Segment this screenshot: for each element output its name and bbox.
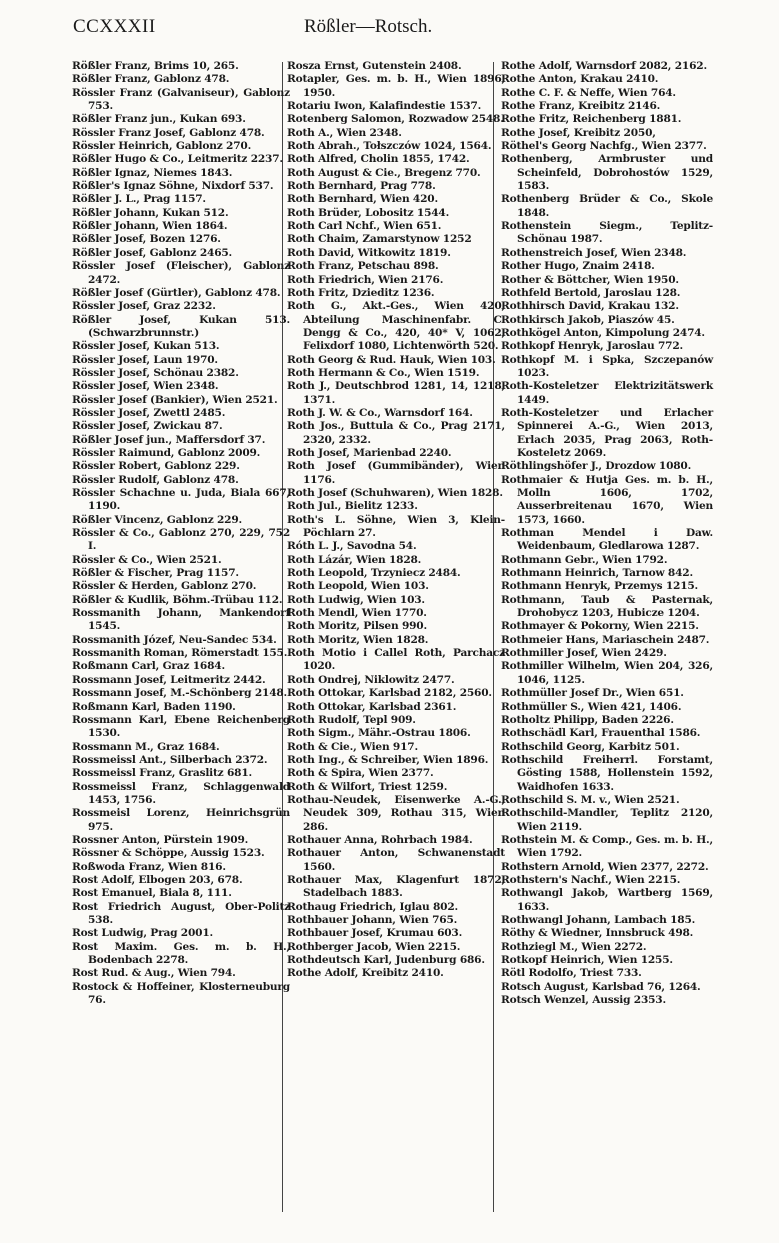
directory-entry: Rost Ludwig, Prag 2001. [72,927,213,940]
directory-entry: Rothmüller Josef Dr., Wien 651. [501,687,684,700]
directory-entry: Rothstern Arnold, Wien 2377, 2272. [501,860,709,873]
directory-entry: Rößler Josef (Gürtler), Gablonz 478. [72,286,281,299]
directory-entry: Roth Abrah., Tołszczów 1024, 1564. [287,140,492,153]
directory-entry: Rössler Josef (Fleischer), Gablonz 2472. [72,260,290,286]
directory-entry: Rössler Josef, Graz 2232. [72,300,216,313]
directory-entry: Rothe Fritz, Reichenberg 1881. [501,113,682,126]
directory-entry: Rothmann, Taub & Pasternak, Drohobycz 1203, Hubicze 1204. [501,593,713,620]
directory-column-1 [72,60,290,1007]
directory-entry: Rössler Raimund, Gablonz 2009. [72,446,261,459]
directory-entry: Rost Friedrich August, Ober-Politz 538. [72,900,290,926]
directory-entry: Roth's L. Söhne, Wien 3, Klein-Pöchlarn 27. [287,513,505,540]
directory-entry: Roth Ing., & Schreiber, Wien 1896. [287,753,489,766]
directory-entry: Rother & Böttcher, Wien 1950. [501,273,679,286]
directory-entry: Rothauer Anton, Schwanenstadt 1560. [287,847,505,873]
directory-entry: Rothmaier & Hutja Ges. m. b. H., Molln 1606, 1702, Ausserbreitenau 1670, Wien 1573, 1660. [501,473,713,526]
directory-entry: Roth Leopold, Trzyniecz 2484. [287,567,461,580]
directory-entry: Rotsch Wenzel, Aussig 2353. [501,994,666,1007]
directory-entry: Roth-Kosteletzer Elektrizitätswerk 1449. [501,380,713,406]
directory-entry: Roth Franz, Petschau 898. [287,260,439,273]
directory-entry: Roth August & Cie., Bregenz 770. [287,166,481,179]
directory-entry: Rothman Mendel i Daw. Weidenbaum, Gledlarowa 1287. [501,527,713,553]
directory-entry: Roth Brüder, Lobositz 1544. [287,206,450,219]
directory-entry: Roth Carl Nchf., Wien 651. [287,220,442,233]
directory-entry: Roth Moritz, Wien 1828. [287,633,429,646]
directory-entry: Roth Hermann & Co., Wien 1519. [287,366,480,379]
directory-entry: Roth David, Witkowitz 1819. [287,246,451,259]
directory-entry: Rost Maxim. Ges. m. b. H., Bodenbach 2278. [72,940,290,967]
directory-entry: Rothschild Freiherrl. Forstamt, Gösting 1588, Hollenstein 1592, Waidhofen 1633. [501,753,713,793]
page-number: CCXXXII [73,16,156,37]
directory-entry: Roth A., Wien 2348. [287,126,402,139]
directory-entry: Roth Lázár, Wien 1828. [287,553,422,566]
directory-entry: Rotholtz Philipp, Baden 2226. [501,713,674,726]
directory-entry: Rother Hugo, Znaim 2418. [501,260,655,273]
directory-entry: Roth J. W. & Co., Warnsdorf 164. [287,406,473,419]
directory-entry: Rossmanith Józef, Neu-Sandec 534. [72,633,277,646]
directory-entry: Roth Josef (Schuhwaren), Wien 1828. [287,487,503,499]
directory-entry: Rötl Rodolfo, Triest 733. [501,967,642,980]
directory-entry: Rothwangl Jakob, Wartberg 1569, 1633. [501,887,713,913]
directory-entry: Roßwoda Franz, Wien 816. [72,860,226,873]
directory-entry: Rothe Josef, Kreibitz 2050, [501,126,656,139]
directory-entry: Rössler & Co., Wien 2521. [72,553,222,566]
directory-entry: Rößler Johann, Wien 1864. [72,220,228,233]
directory-entry: Rössler Josef, Laun 1970. [72,353,218,366]
directory-entry: Roth Chaim, Zamarstynow 1252 [287,233,472,246]
directory-entry: Roth Mendl, Wien 1770. [287,607,427,620]
directory-entry: Rößler Josef jun., Maffersdorf 37. [72,433,266,446]
running-title: Rößler—Rotsch. [304,16,433,37]
directory-entry: Rossmann Josef, M.-Schönberg 2148. [72,687,288,700]
directory-entry: Roth Ottokar, Karlsbad 2182, 2560. [287,687,492,700]
directory-entry: Rossmann M., Graz 1684. [72,740,220,753]
directory-entry: Rößler Josef, Bozen 1276. [72,233,221,246]
directory-entry: Rössler Josef, Zwickau 87. [72,420,223,433]
directory-entry: Rossmeissl Franz, Schlaggenwald 1453, 1756. [72,780,290,806]
directory-entry: Rothmann Heinrich, Tarnow 842. [501,567,693,580]
directory-entry: Roth Josef (Gummibänder), Wien 1176. [287,460,505,486]
directory-entry: Rothbauer Josef, Krumau 603. [287,927,463,940]
directory-entry: Rossmanith Roman, Römerstadt 155. [72,647,288,660]
directory-entry: Rossmann Josef, Leitmeritz 2442. [72,673,266,686]
directory-entry: Rößler Hugo & Co., Leitmeritz 2237. [72,153,283,166]
directory-entry: Rotenberg Salomon, Rozwadow 2548. [287,113,504,126]
directory-entry: Röthel's Georg Nachfg., Wien 2377. [501,140,707,153]
directory-entry: Rosza Ernst, Gutenstein 2408. [287,60,462,72]
directory-entry: Rothmayer & Pokorny, Wien 2215. [501,620,699,633]
directory-entry: Rössler & Co., Gablonz 270, 229, 752 I. [72,527,290,553]
directory-entry: Rothmann Henryk, Przemys 1215. [501,580,699,593]
directory-entry: Rost Rud. & Aug., Wien 794. [72,967,236,980]
directory-entry: Rössler Rudolf, Gablonz 478. [72,473,239,486]
directory-entry: Roth Bernhard, Prag 778. [287,180,436,193]
directory-entry: Roth Georg & Rud. Hauk, Wien 103. [287,353,496,366]
directory-entry: Roth Moritz, Pilsen 990. [287,620,427,633]
directory-entry: Rothenstreich Josef, Wien 2348. [501,246,687,259]
directory-entry: Rothberger Jacob, Wien 2215. [287,940,461,953]
directory-entry: Rothhirsch David, Krakau 132. [501,300,679,313]
directory-entry: Rothwangl Johann, Lambach 185. [501,914,696,926]
directory-entry: Rothauer Max, Klagenfurt 1872, Stadelbach 1883. [287,873,505,900]
directory-entry: Rostock & Hoffeiner, Klosterneuburg 76. [72,980,290,1007]
directory-entry: Rothziegl M., Wien 2272. [501,940,647,953]
directory-entry: Rößler Josef, Kukan 513. (Schwarzbrunnstr.) [72,313,290,339]
directory-entry: Rössler Franz (Galvaniseur), Gablonz 753. [72,86,290,113]
directory-entry: Rössler Heinrich, Gablonz 270. [72,140,252,153]
directory-entry: Rotsch August, Karlsbad 76, 1264. [501,980,701,993]
directory-entry: Rößler J. L., Prag 1157. [72,193,206,206]
directory-entry: Rotariu Iwon, Kalafindestie 1537. [287,100,482,113]
directory-entry: Rothbauer Johann, Wien 765. [287,914,458,926]
directory-entry: Rossmeissl Ant., Silberbach 2372. [72,753,268,766]
directory-entry: Roth Ondrej, Niklowitz 2477. [287,673,455,686]
directory-entry: Rost Emanuel, Biala 8, 111. [72,887,232,900]
directory-entry: Rössler Franz Josef, Gablonz 478. [72,126,265,139]
directory-entry: Roth Alfred, Cholin 1855, 1742. [287,153,470,166]
directory-entry: Rothschild Georg, Karbitz 501. [501,740,680,753]
directory-entry: Rothmann Gebr., Wien 1792. [501,553,668,566]
directory-entry: Roth Jos., Buttula & Co., Prag 2171, 2320, 2332. [287,420,505,446]
directory-entry: Rothschild S. M. v., Wien 2521. [501,793,680,806]
directory-entry: Roth Sigm., Mähr.-Ostrau 1806. [287,727,471,740]
directory-entry: Rößler Ignaz, Niemes 1843. [72,166,233,179]
directory-entry: Rothe Adolf, Warnsdorf 2082, 2162. [501,60,707,72]
directory-entry: Rothkopf M. i Spka, Szczepanów 1023. [501,353,713,379]
directory-entry: Rost Adolf, Elbogen 203, 678. [72,873,243,886]
directory-entry: Rossner Anton, Pürstein 1909. [72,833,249,846]
directory-entry: Röthy & Wiedner, Innsbruck 498. [501,927,694,940]
directory-entry: Rößler & Kudlik, Böhm.-Trübau 112. [72,593,283,606]
directory-entry: Rossmeissl Franz, Graslitz 681. [72,767,252,780]
directory-entry: Rotkopf Heinrich, Wien 1255. [501,954,673,967]
directory-entry: Rothe Anton, Krakau 2410. [501,73,659,86]
directory-entry: Rothkopf Henryk, Jaroslau 772. [501,340,683,353]
directory-entry: Röthlingshöfer J., Drozdow 1080. [501,460,692,473]
directory-entry: Roth Josef, Marienbad 2240. [287,446,452,459]
directory-entry: Rothschädl Karl, Frauenthal 1586. [501,727,701,740]
directory-entry: Rössler Josef (Bankier), Wien 2521. [72,393,278,406]
directory-entry: Roßmann Karl, Baden 1190. [72,700,236,713]
directory-entry: Rothkögel Anton, Kimpolung 2474. [501,326,705,339]
directory-entry: Rothe Franz, Kreibitz 2146. [501,100,661,113]
directory-entry: Roßmann Carl, Graz 1684. [72,660,225,673]
directory-entry: Roth Friedrich, Wien 2176. [287,273,444,286]
directory-entry: Rothenberg, Armbruster und Scheinfeld, Dobrohostów 1529, 1583. [501,153,713,193]
directory-entry: Roth & Wilfort, Triest 1259. [287,780,448,793]
directory-entry: Roth & Cie., Wien 917. [287,740,418,753]
directory-entry: Rößler & Fischer, Prag 1157. [72,567,239,580]
directory-entry: Roth Motio i Callel Roth, Parchacz 1020. [287,647,505,673]
directory-entry: Rößler Franz, Brims 10, 265. [72,60,239,72]
directory-entry: Rössler Josef, Schönau 2382. [72,366,239,379]
directory-entry: Rößler Franz jun., Kukan 693. [72,113,246,126]
directory-entry: Rössner & Schöppe, Aussig 1523. [72,847,265,860]
directory-entry: Rothstern's Nachf., Wien 2215. [501,873,681,886]
directory-entry: Roth-Kosteletzer und Erlacher Spinnerei A.-G., Wien 2013, Erlach 2035, Prag 2063, Roth-Kosteletz 2069. [501,406,713,459]
directory-entry: Rothe Adolf, Kreibitz 2410. [287,967,444,980]
directory-entry: Rothdeutsch Karl, Judenburg 686. [287,954,485,967]
directory-entry: Roth Jul., Bielitz 1233. [287,500,418,513]
directory-entry: Rothfeld Bertold, Jaroslau 128. [501,286,681,299]
directory-entry: Rößler Franz, Gablonz 478. [72,73,230,86]
directory-entry: Roth J., Deutschbrod 1281, 14, 1218, 1371. [287,380,505,406]
directory-entry: Rössler Robert, Gablonz 229. [72,460,240,473]
directory-entry: Rössler Schachne u. Juda, Biala 667, 1190. [72,487,290,513]
directory-entry: Rothauer Anna, Rohrbach 1984. [287,833,473,846]
directory-entry: Rothschild-Mandler, Teplitz 2120, Wien 2119. [501,807,713,833]
directory-entry: Rothau-Neudek, Eisenwerke A.-G., Neudek 309, Rothau 315, Wien 286. [287,793,505,833]
directory-entry: Rößler Josef, Gablonz 2465. [72,246,233,259]
directory-column-3 [501,60,713,1007]
directory-entry: Rothenstein Siegm., Teplitz-Schönau 1987. [501,220,713,246]
directory-entry: Roth Leopold, Wien 103. [287,580,429,593]
directory-entry: Rothmüller S., Wien 421, 1406. [501,700,682,713]
directory-entry: Rothenberg Brüder & Co., Skole 1848. [501,193,713,219]
directory-entry: Roth Rudolf, Tepl 909. [287,713,416,726]
directory-entry: Rössler Josef, Kukan 513. [72,340,220,353]
directory-entry: Rossmanith Johann, Mankendorf 1545. [72,607,290,633]
directory-entry: Rothmiller Josef, Wien 2429. [501,647,667,660]
directory-entry: Rothaug Friedrich, Iglau 802. [287,900,458,913]
directory-entry: Rothmiller Wilhelm, Wien 204, 326, 1046, 1125. [501,660,713,686]
directory-column-2 [287,60,505,981]
directory-entry: Rößler Vincenz, Gablonz 229. [72,513,243,526]
directory-entry: Rothmeier Hans, Mariaschein 2487. [501,633,710,646]
directory-entry: Róth L. J., Savodna 54. [287,540,417,553]
page-header [0,10,779,44]
directory-entry: Roth & Spira, Wien 2377. [287,767,434,780]
directory-entry: Rothe C. F. & Neffe, Wien 764. [501,86,676,99]
directory-entry: Roth Ludwig, Wien 103. [287,593,425,606]
directory-entry: Rößler Johann, Kukan 512. [72,206,229,219]
directory-entry: Roth G., Akt.-Ges., Wien 420, Abteilung Maschinenfabr. C. Dengg & Co., 420, 40* V, 1062, Felixdorf 1080, Lichtenwörth 520. [287,300,505,353]
directory-entry: Rotapler, Ges. m. b. H., Wien 1896, 1950. [287,73,505,99]
directory-entry: Rößler's Ignaz Söhne, Nixdorf 537. [72,180,274,193]
directory-entry: Roth Fritz, Dzieditz 1236. [287,286,435,299]
directory-entry: Rothstein M. & Comp., Ges. m. b. H., Wien 1792. [501,833,713,860]
directory-entry: Rössler & Herden, Gablonz 270. [72,580,257,593]
directory-entry: Roth Bernhard, Wien 420. [287,193,438,206]
directory-entry: Rothkirsch Jakob, Piaszów 45. [501,313,675,326]
directory-entry: Roth Ottokar, Karlsbad 2361. [287,700,457,713]
directory-entry: Rössler Josef, Wien 2348. [72,380,219,393]
directory-entry: Rössler Josef, Zwettl 2485. [72,406,226,419]
directory-entry: Rossmann Karl, Ebene Reichenberg 1530. [72,713,290,740]
directory-entry: Rossmeisl Lorenz, Heinrichsgrün 975. [72,807,290,833]
